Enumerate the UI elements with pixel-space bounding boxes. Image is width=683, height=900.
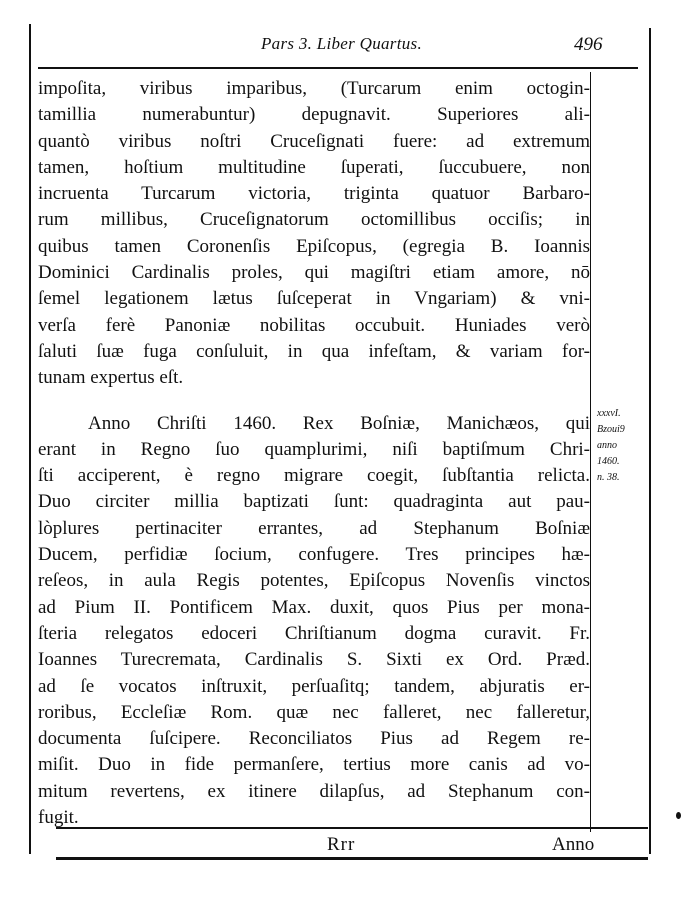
text-line: ad Pium II. Pontificem Max. duxit, quos Pius per mona- [38, 596, 590, 618]
text-line: tunam expertus eſt. [38, 367, 184, 389]
margin-note-line: anno [597, 440, 617, 451]
text-line: Ioannes Turecremata, Cardinalis S. Sixti ex Ord. Præd. [38, 649, 590, 671]
text-line: impoſita, viribus imparibus, (Turcarum enim octogin- [38, 78, 590, 99]
margin-note-line: n. 38. [597, 472, 620, 483]
margin-note-line: Bzoui9 [597, 424, 625, 435]
text-line: ſti acciperent, è regno migrare coegit, ſubſtantia relicta. [38, 465, 590, 487]
body-text [38, 76, 590, 831]
footer-rule-lower [56, 857, 648, 860]
text-line: quibus tamen Coronenſis Epiſcopus, (egregia B. Ioannis [38, 235, 590, 257]
text-line: erant in Regno ſuo quamplurimi, niſi baptiſmum Chri- [38, 438, 590, 460]
text-line: Duo circiter millia baptizati ſunt: quadraginta aut pau- [38, 491, 590, 513]
paragraph-1 [38, 76, 590, 392]
text-line: lòplures pertinaciter errantes, ad Stephanum Boſniæ [38, 517, 590, 539]
running-head: Pars 3. Liber Quartus. [260, 34, 423, 53]
text-line: reſeos, in aula Regis potentes, Epiſcopus Novenſis vinctos [38, 570, 590, 592]
text-line: tamillia numerabuntur) depugnavit. Superiores ali- [38, 104, 590, 126]
text-line: miſit. Duo in fide permanſere, tertius more canis ad vo- [38, 754, 590, 776]
text-line: ſaluti ſuæ fuga conſuluit, in qua infeſtam, & variam for- [38, 340, 590, 362]
signature-mark: Rrr [327, 834, 356, 855]
text-line: documenta ſuſcipere. Reconciliatos Pius ad Regem re- [38, 728, 590, 750]
margin-note-line: xxxvI. [597, 408, 621, 419]
ink-speck [676, 812, 681, 819]
left-border-rule [29, 24, 31, 854]
text-line: quantò viribus noſtri Cruceſignati fuere: ad extremum [38, 130, 590, 152]
text-line: rum millibus, Cruceſignatorum octomillibus occiſis; in [38, 209, 590, 231]
text-line: tamen, hoſtium multitudine ſuperati, ſuccubuere, non [38, 156, 590, 178]
margin-column-rule [590, 72, 591, 832]
header-rule [38, 67, 638, 69]
marginal-citation [597, 406, 657, 486]
text-line: ſemel legationem lætus ſuſceperat in Vngariam) & vni- [38, 288, 590, 310]
text-line: verſa ferè Panoniæ nobilitas occubuit. Huniades verò [38, 314, 590, 336]
text-line: Anno Chriſti 1460. Rex Boſniæ, Manichæos, qui [88, 412, 590, 434]
margin-note-line: 1460. [597, 456, 620, 467]
text-line: incruenta Turcarum victoria, triginta quatuor Barbaro- [38, 183, 590, 205]
text-line: roribus, Eccleſiæ Rom. quæ nec falleret, nec falleretur, [38, 701, 590, 723]
paragraph-2 [38, 411, 590, 832]
text-line: ſteria relegatos edoceri Chriſtianum dogma curavit. Fr. [38, 622, 590, 644]
text-line: Ducem, perfidiæ ſocium, confugere. Tres principes hæ- [38, 544, 590, 566]
text-line: fugit. [38, 807, 79, 829]
catchword: Anno [552, 834, 595, 855]
text-line: ad ſe vocatos inſtruxit, perſuaſitq; tandem, abjuratis er- [38, 675, 590, 697]
page-number: 496 [574, 34, 603, 55]
text-line: mitum revertens, ex itinere dilapſus, ad Stephanum con- [38, 780, 590, 802]
text-line: Dominici Cardinalis proles, qui magiſtri etiam amore, nō [38, 262, 590, 284]
